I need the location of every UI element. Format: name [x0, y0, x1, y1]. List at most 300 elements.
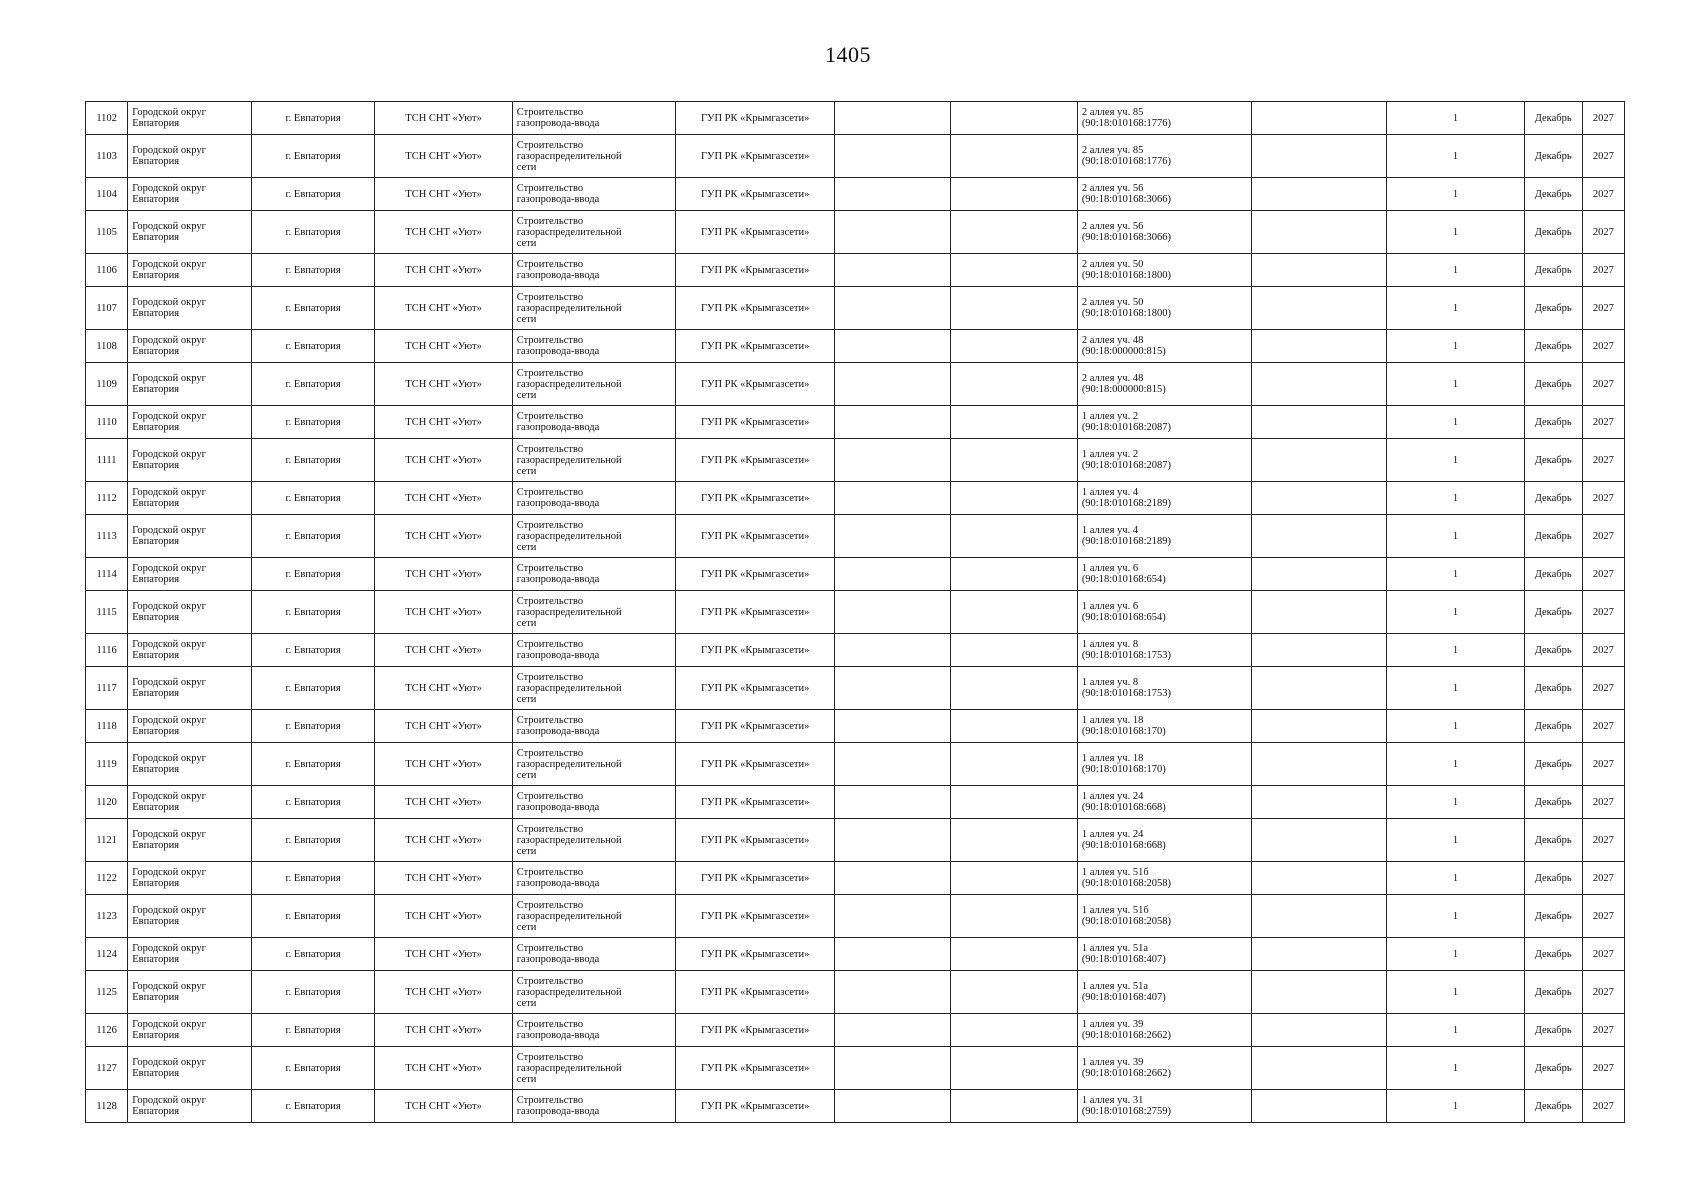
- work-type-cell: [512, 363, 676, 406]
- year-cell: 2027: [1582, 634, 1624, 667]
- empty-cell: [951, 710, 1078, 743]
- empty-cell: [834, 363, 950, 406]
- executor-cell: ГУП РК «Крымгазсети»: [676, 178, 834, 211]
- table-row: [86, 1014, 1625, 1047]
- city-cell: г. Евпатория: [251, 895, 375, 938]
- empty-cell: [1252, 363, 1387, 406]
- work-type-cell: [512, 330, 676, 363]
- row-number-cell: 1114: [86, 558, 128, 591]
- district-cell-line: Городской округ: [132, 373, 206, 384]
- year-cell: 2027: [1582, 211, 1624, 254]
- empty-cell: [1252, 558, 1387, 591]
- empty-cell: [1252, 482, 1387, 515]
- executor-cell: ГУП РК «Крымгазсети»: [676, 287, 834, 330]
- city-cell: г. Евпатория: [251, 558, 375, 591]
- work-type-cell-line: газораспределительной: [516, 606, 622, 618]
- empty-cell: [834, 558, 950, 591]
- work-type-cell-line: Строительство: [516, 747, 584, 759]
- city-cell: г. Евпатория: [251, 667, 375, 710]
- organization-cell: ТСН СНТ «Уют»: [375, 406, 512, 439]
- address-cell-line: (90:18:000000:815): [1081, 346, 1166, 357]
- empty-cell: [951, 439, 1078, 482]
- city-cell: г. Евпатория: [251, 135, 375, 178]
- executor-cell: ГУП РК «Крымгазсети»: [676, 102, 834, 135]
- work-type-cell-line: сети: [516, 389, 537, 401]
- row-number-cell: 1125: [86, 971, 128, 1014]
- work-type-cell: [512, 1047, 676, 1090]
- table-row: [86, 971, 1625, 1014]
- district-cell-line: Городской округ: [132, 107, 206, 118]
- district-cell-line: Евпатория: [132, 194, 180, 205]
- empty-cell: [951, 515, 1078, 558]
- work-type-cell-line: Строительство: [516, 519, 584, 531]
- work-type-cell-line: газопровода-ввода: [516, 878, 600, 889]
- organization-cell: ТСН СНТ «Уют»: [375, 558, 512, 591]
- empty-cell: [951, 178, 1078, 211]
- row-number-cell: 1106: [86, 254, 128, 287]
- city-cell: г. Евпатория: [251, 482, 375, 515]
- city-cell: г. Евпатория: [251, 971, 375, 1014]
- work-type-cell: [512, 102, 676, 135]
- address-cell-line: 1 аллея уч. 51б: [1081, 867, 1149, 878]
- empty-cell: [1252, 634, 1387, 667]
- work-type-cell-line: газораспределительной: [516, 834, 622, 846]
- district-cell-line: Евпатория: [132, 574, 180, 585]
- month-cell: Декабрь: [1524, 515, 1582, 558]
- year-cell: 2027: [1582, 330, 1624, 363]
- address-cell: [1077, 406, 1251, 439]
- executor-cell: ГУП РК «Крымгазсети»: [676, 330, 834, 363]
- empty-cell: [951, 254, 1078, 287]
- work-type-cell-line: газораспределительной: [516, 758, 622, 770]
- address-cell-line: 1 аллея уч. 4: [1081, 487, 1139, 498]
- year-cell: 2027: [1582, 102, 1624, 135]
- table-row: [86, 710, 1625, 743]
- empty-cell: [834, 254, 950, 287]
- district-cell-line: Евпатория: [132, 650, 180, 661]
- district-cell-line: Городской округ: [132, 943, 206, 954]
- address-cell: [1077, 1014, 1251, 1047]
- month-cell: Декабрь: [1524, 710, 1582, 743]
- year-cell: 2027: [1582, 1014, 1624, 1047]
- work-type-cell-line: Строительство: [516, 791, 584, 802]
- month-cell: Декабрь: [1524, 591, 1582, 634]
- month-cell: Декабрь: [1524, 895, 1582, 938]
- empty-cell: [834, 1014, 950, 1047]
- quantity-cell: 1: [1387, 710, 1524, 743]
- month-cell: Декабрь: [1524, 102, 1582, 135]
- address-cell-line: 2 аллея уч. 56: [1081, 183, 1144, 194]
- work-type-cell-line: Строительство: [516, 975, 584, 987]
- city-cell: г. Евпатория: [251, 406, 375, 439]
- city-cell: г. Евпатория: [251, 819, 375, 862]
- empty-cell: [951, 971, 1078, 1014]
- row-number-cell: 1126: [86, 1014, 128, 1047]
- table-row: [86, 135, 1625, 178]
- organization-cell: ТСН СНТ «Уют»: [375, 971, 512, 1014]
- district-cell: [128, 667, 252, 710]
- quantity-cell: 1: [1387, 211, 1524, 254]
- address-cell-line: (90:18:010168:1800): [1081, 270, 1172, 281]
- row-number-cell: 1109: [86, 363, 128, 406]
- district-cell: [128, 558, 252, 591]
- address-cell-line: (90:18:010168:2087): [1081, 460, 1172, 471]
- address-cell: [1077, 439, 1251, 482]
- empty-cell: [951, 1014, 1078, 1047]
- row-number-cell: 1112: [86, 482, 128, 515]
- work-type-cell: [512, 895, 676, 938]
- organization-cell: ТСН СНТ «Уют»: [375, 363, 512, 406]
- row-number-cell: 1108: [86, 330, 128, 363]
- address-cell: [1077, 102, 1251, 135]
- empty-cell: [951, 743, 1078, 786]
- district-cell-line: Евпатория: [132, 232, 180, 243]
- address-cell: [1077, 135, 1251, 178]
- address-cell-line: (90:18:000000:815): [1081, 384, 1166, 395]
- address-cell-line: (90:18:010168:1776): [1081, 156, 1172, 167]
- district-cell-line: Городской округ: [132, 1057, 206, 1068]
- organization-cell: ТСН СНТ «Уют»: [375, 135, 512, 178]
- quantity-cell: 1: [1387, 406, 1524, 439]
- work-type-cell: [512, 439, 676, 482]
- address-cell-line: 1 аллея уч. 39: [1081, 1057, 1144, 1068]
- address-cell-line: 1 аллея уч. 51а: [1081, 981, 1148, 992]
- address-cell-line: 2 аллея уч. 48: [1081, 335, 1144, 346]
- address-cell-line: (90:18:010168:3066): [1081, 232, 1172, 243]
- city-cell: г. Евпатория: [251, 1047, 375, 1090]
- work-type-cell-line: газопровода-ввода: [516, 194, 600, 205]
- work-type-cell: [512, 135, 676, 178]
- work-type-cell-line: газораспределительной: [516, 378, 622, 390]
- month-cell: Декабрь: [1524, 971, 1582, 1014]
- empty-cell: [951, 135, 1078, 178]
- district-cell: [128, 287, 252, 330]
- quantity-cell: 1: [1387, 287, 1524, 330]
- empty-cell: [834, 102, 950, 135]
- empty-cell: [834, 439, 950, 482]
- address-cell: [1077, 178, 1251, 211]
- work-type-cell-line: газораспределительной: [516, 302, 622, 314]
- executor-cell: ГУП РК «Крымгазсети»: [676, 1047, 834, 1090]
- work-type-cell-line: газопровода-ввода: [516, 726, 600, 737]
- year-cell: 2027: [1582, 482, 1624, 515]
- organization-cell: ТСН СНТ «Уют»: [375, 1014, 512, 1047]
- executor-cell: ГУП РК «Крымгазсети»: [676, 786, 834, 819]
- address-cell: [1077, 819, 1251, 862]
- empty-cell: [834, 178, 950, 211]
- work-type-cell-line: газопровода-ввода: [516, 954, 600, 965]
- organization-cell: ТСН СНТ «Уют»: [375, 743, 512, 786]
- district-cell: [128, 895, 252, 938]
- organization-cell: ТСН СНТ «Уют»: [375, 1090, 512, 1123]
- work-type-cell-line: газопровода-ввода: [516, 118, 600, 129]
- quantity-cell: 1: [1387, 895, 1524, 938]
- quantity-cell: 1: [1387, 1090, 1524, 1123]
- executor-cell: ГУП РК «Крымгазсети»: [676, 971, 834, 1014]
- table-row: [86, 254, 1625, 287]
- row-number-cell: 1117: [86, 667, 128, 710]
- work-type-cell-line: Строительство: [516, 867, 584, 878]
- work-type-cell-line: сети: [516, 845, 537, 857]
- organization-cell: ТСН СНТ «Уют»: [375, 211, 512, 254]
- district-cell-line: Городской округ: [132, 411, 206, 422]
- address-cell: [1077, 330, 1251, 363]
- work-type-cell-line: Строительство: [516, 671, 584, 683]
- work-type-cell-line: Строительство: [516, 367, 584, 379]
- empty-cell: [1252, 1090, 1387, 1123]
- address-cell-line: 1 аллея уч. 8: [1081, 639, 1139, 650]
- quantity-cell: 1: [1387, 363, 1524, 406]
- quantity-cell: 1: [1387, 558, 1524, 591]
- address-cell: [1077, 591, 1251, 634]
- address-cell-line: 2 аллея уч. 50: [1081, 297, 1144, 308]
- district-cell-line: Городской округ: [132, 297, 206, 308]
- table-row: [86, 895, 1625, 938]
- quantity-cell: 1: [1387, 786, 1524, 819]
- table-row: [86, 558, 1625, 591]
- district-cell-line: Городской округ: [132, 1095, 206, 1106]
- work-type-cell-line: Строительство: [516, 215, 584, 227]
- district-cell-line: Евпатория: [132, 612, 180, 623]
- work-type-cell-line: газопровода-ввода: [516, 650, 600, 661]
- table-row: [86, 743, 1625, 786]
- address-cell-line: 1 аллея уч. 39: [1081, 1019, 1144, 1030]
- work-type-cell-line: Строительство: [516, 823, 584, 835]
- executor-cell: ГУП РК «Крымгазсети»: [676, 710, 834, 743]
- work-type-cell: [512, 406, 676, 439]
- quantity-cell: 1: [1387, 330, 1524, 363]
- executor-cell: ГУП РК «Крымгазсети»: [676, 667, 834, 710]
- city-cell: г. Евпатория: [251, 178, 375, 211]
- row-number-cell: 1116: [86, 634, 128, 667]
- row-number-cell: 1121: [86, 819, 128, 862]
- work-type-cell: [512, 743, 676, 786]
- organization-cell: ТСН СНТ «Уют»: [375, 254, 512, 287]
- empty-cell: [951, 819, 1078, 862]
- table-row: [86, 102, 1625, 135]
- district-cell-line: Евпатория: [132, 840, 180, 851]
- empty-cell: [1252, 406, 1387, 439]
- work-type-cell-line: газопровода-ввода: [516, 422, 600, 433]
- empty-cell: [1252, 287, 1387, 330]
- work-type-cell: [512, 515, 676, 558]
- work-type-cell-line: газопровода-ввода: [516, 1106, 600, 1117]
- work-type-cell-line: газопровода-ввода: [516, 574, 600, 585]
- work-type-cell-line: Строительство: [516, 139, 584, 151]
- executor-cell: ГУП РК «Крымгазсети»: [676, 819, 834, 862]
- month-cell: Декабрь: [1524, 1090, 1582, 1123]
- executor-cell: ГУП РК «Крымгазсети»: [676, 591, 834, 634]
- organization-cell: ТСН СНТ «Уют»: [375, 667, 512, 710]
- address-cell-line: 1 аллея уч. 8: [1081, 677, 1139, 688]
- empty-cell: [951, 482, 1078, 515]
- table-row: [86, 515, 1625, 558]
- month-cell: Декабрь: [1524, 938, 1582, 971]
- district-cell-line: Городской округ: [132, 335, 206, 346]
- empty-cell: [1252, 819, 1387, 862]
- organization-cell: ТСН СНТ «Уют»: [375, 938, 512, 971]
- work-type-cell-line: сети: [516, 693, 537, 705]
- work-type-cell-line: Строительство: [516, 1051, 584, 1063]
- work-type-cell-line: газораспределительной: [516, 454, 622, 466]
- district-cell-line: Евпатория: [132, 878, 180, 889]
- address-cell-line: 1 аллея уч. 4: [1081, 525, 1139, 536]
- address-cell: [1077, 363, 1251, 406]
- address-cell-line: 2 аллея уч. 48: [1081, 373, 1144, 384]
- district-cell: [128, 515, 252, 558]
- district-cell-line: Городской округ: [132, 563, 206, 574]
- year-cell: 2027: [1582, 710, 1624, 743]
- executor-cell: ГУП РК «Крымгазсети»: [676, 938, 834, 971]
- address-cell-line: (90:18:010168:2058): [1081, 878, 1172, 889]
- district-cell-line: Евпатория: [132, 802, 180, 813]
- month-cell: Декабрь: [1524, 743, 1582, 786]
- empty-cell: [1252, 938, 1387, 971]
- year-cell: 2027: [1582, 439, 1624, 482]
- year-cell: 2027: [1582, 178, 1624, 211]
- quantity-cell: 1: [1387, 667, 1524, 710]
- empty-cell: [951, 102, 1078, 135]
- address-cell: [1077, 938, 1251, 971]
- year-cell: 2027: [1582, 591, 1624, 634]
- work-type-cell: [512, 254, 676, 287]
- organization-cell: ТСН СНТ «Уют»: [375, 895, 512, 938]
- work-type-cell-line: газопровода-ввода: [516, 498, 600, 509]
- work-type-cell-line: газораспределительной: [516, 530, 622, 542]
- empty-cell: [951, 406, 1078, 439]
- work-type-cell: [512, 287, 676, 330]
- district-cell-line: Городской округ: [132, 677, 206, 688]
- city-cell: г. Евпатория: [251, 786, 375, 819]
- empty-cell: [1252, 439, 1387, 482]
- year-cell: 2027: [1582, 819, 1624, 862]
- empty-cell: [834, 819, 950, 862]
- district-cell-line: Евпатория: [132, 384, 180, 395]
- address-cell-line: (90:18:010168:2189): [1081, 536, 1172, 547]
- table-row: [86, 178, 1625, 211]
- address-cell-line: 1 аллея уч. 2: [1081, 411, 1139, 422]
- district-cell-line: Евпатория: [132, 992, 180, 1003]
- district-cell-line: Евпатория: [132, 118, 180, 129]
- year-cell: 2027: [1582, 406, 1624, 439]
- row-number-cell: 1105: [86, 211, 128, 254]
- district-cell-line: Городской округ: [132, 1019, 206, 1030]
- work-type-cell-line: Строительство: [516, 943, 584, 954]
- address-cell-line: 1 аллея уч. 18: [1081, 715, 1144, 726]
- work-type-cell-line: газораспределительной: [516, 226, 622, 238]
- executor-cell: ГУП РК «Крымгазсети»: [676, 515, 834, 558]
- empty-cell: [951, 211, 1078, 254]
- empty-cell: [951, 287, 1078, 330]
- city-cell: г. Евпатория: [251, 330, 375, 363]
- address-cell-line: 1 аллея уч. 18: [1081, 753, 1144, 764]
- work-type-cell-line: газораспределительной: [516, 682, 622, 694]
- district-cell-line: Городской округ: [132, 715, 206, 726]
- work-type-cell-line: Строительство: [516, 595, 584, 607]
- district-cell: [128, 786, 252, 819]
- empty-cell: [834, 515, 950, 558]
- district-cell-line: Евпатория: [132, 270, 180, 281]
- district-cell: [128, 1014, 252, 1047]
- row-number-cell: 1103: [86, 135, 128, 178]
- executor-cell: ГУП РК «Крымгазсети»: [676, 439, 834, 482]
- work-type-cell-line: газопровода-ввода: [516, 802, 600, 813]
- address-cell: [1077, 558, 1251, 591]
- address-cell-line: (90:18:010168:1753): [1081, 688, 1172, 699]
- work-type-cell-line: газопровода-ввода: [516, 346, 600, 357]
- work-type-cell-line: Строительство: [516, 715, 584, 726]
- address-cell: [1077, 634, 1251, 667]
- district-cell-line: Евпатория: [132, 346, 180, 357]
- table-row: [86, 287, 1625, 330]
- empty-cell: [951, 786, 1078, 819]
- year-cell: 2027: [1582, 667, 1624, 710]
- address-cell: [1077, 482, 1251, 515]
- district-cell-line: Евпатория: [132, 536, 180, 547]
- work-type-cell-line: газораспределительной: [516, 150, 622, 162]
- address-cell-line: (90:18:010168:1800): [1081, 308, 1172, 319]
- district-cell-line: Евпатория: [132, 764, 180, 775]
- address-cell: [1077, 862, 1251, 895]
- month-cell: Декабрь: [1524, 135, 1582, 178]
- row-number-cell: 1118: [86, 710, 128, 743]
- empty-cell: [951, 558, 1078, 591]
- address-cell-line: (90:18:010168:170): [1081, 764, 1166, 775]
- row-number-cell: 1104: [86, 178, 128, 211]
- organization-cell: ТСН СНТ «Уют»: [375, 862, 512, 895]
- work-type-cell: [512, 634, 676, 667]
- work-type-cell-line: Строительство: [516, 183, 584, 194]
- empty-cell: [951, 330, 1078, 363]
- district-cell-line: Городской округ: [132, 905, 206, 916]
- work-type-cell-line: Строительство: [516, 107, 584, 118]
- work-type-cell-line: сети: [516, 617, 537, 629]
- month-cell: Декабрь: [1524, 786, 1582, 819]
- work-type-cell-line: газораспределительной: [516, 910, 622, 922]
- work-type-cell-line: сети: [516, 997, 537, 1009]
- quantity-cell: 1: [1387, 743, 1524, 786]
- address-cell: [1077, 254, 1251, 287]
- city-cell: г. Евпатория: [251, 439, 375, 482]
- city-cell: г. Евпатория: [251, 743, 375, 786]
- district-cell-line: Городской округ: [132, 183, 206, 194]
- address-cell-line: 1 аллея уч. 6: [1081, 563, 1139, 574]
- empty-cell: [834, 938, 950, 971]
- address-cell-line: (90:18:010168:170): [1081, 726, 1166, 737]
- district-cell-line: Городской округ: [132, 449, 206, 460]
- year-cell: 2027: [1582, 363, 1624, 406]
- quantity-cell: 1: [1387, 135, 1524, 178]
- row-number-cell: 1119: [86, 743, 128, 786]
- organization-cell: ТСН СНТ «Уют»: [375, 1047, 512, 1090]
- organization-cell: ТСН СНТ «Уют»: [375, 591, 512, 634]
- work-type-cell-line: Строительство: [516, 899, 584, 911]
- work-type-cell-line: сети: [516, 237, 537, 249]
- address-cell-line: 1 аллея уч. 51б: [1081, 905, 1149, 916]
- work-type-cell: [512, 558, 676, 591]
- city-cell: г. Евпатория: [251, 287, 375, 330]
- address-cell-line: 2 аллея уч. 85: [1081, 145, 1144, 156]
- city-cell: г. Евпатория: [251, 254, 375, 287]
- district-cell: [128, 330, 252, 363]
- year-cell: 2027: [1582, 938, 1624, 971]
- work-type-cell-line: сети: [516, 769, 537, 781]
- work-type-cell: [512, 211, 676, 254]
- district-cell-line: Городской округ: [132, 867, 206, 878]
- address-cell: [1077, 971, 1251, 1014]
- city-cell: г. Евпатория: [251, 634, 375, 667]
- empty-cell: [834, 862, 950, 895]
